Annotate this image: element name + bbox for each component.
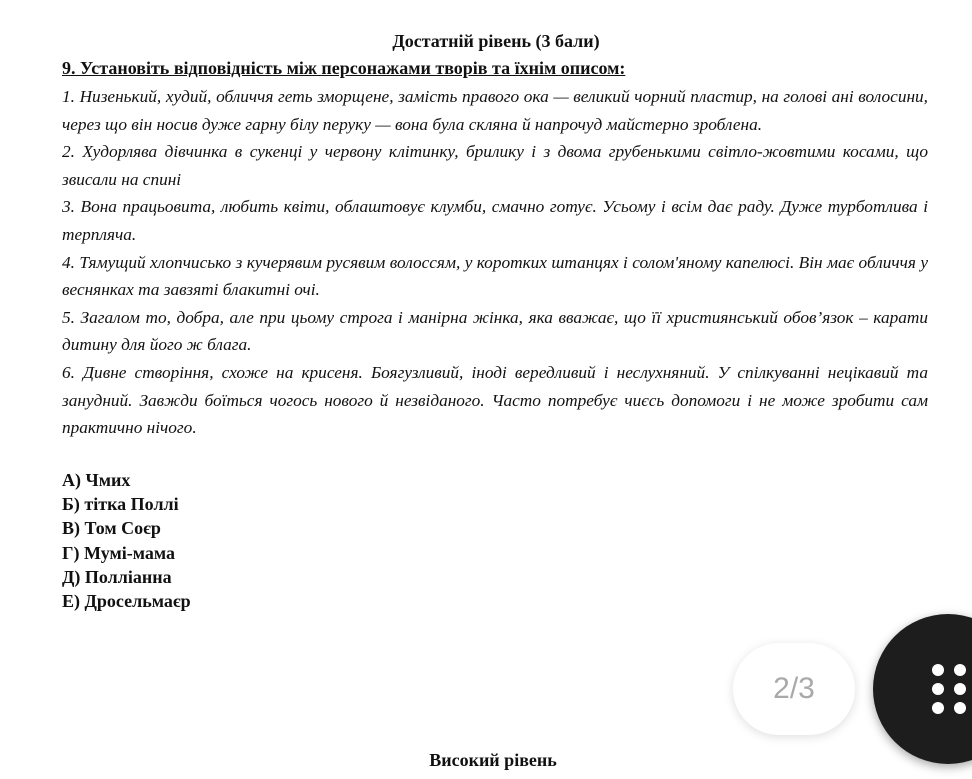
answer-option: Г) Мумі-мама — [62, 542, 175, 563]
answer-options — [62, 468, 191, 613]
description-item: 2. Худорлява дівчинка в сукенці у червону клітинку, брилику і з двома грубенькими світло-жовтими косами, що звисали на спині — [62, 142, 928, 189]
answer-option: Д) Полліанна — [62, 566, 172, 587]
menu-button[interactable] — [873, 614, 972, 764]
page-indicator: 2/3 — [733, 643, 855, 735]
description-item: 3. Вона працьовита, любить квіти, облаштовує клумби, смачно готує. Усьому і всім дає раду. Дуже турботлива і терпляча. — [62, 197, 928, 244]
description-item: 6. Дивне створіння, схоже на крисеня. Боягузливий, іноді вередливий і неслухняний. У спілкуванні нецікавий та занудний. Завжди боїться чогось нового й незвіданого. Часто потребує чиєсь допомоги і не може зробити сам практично нічого. — [62, 362, 928, 438]
answer-option: В) Том Соєр — [62, 518, 161, 539]
description-item: 4. Тямущий хлопчисько з кучерявим русявим волоссям, у коротких штанцях і солом'яному капелюсі. Він має обличчя у веснянках та завзяті блакитні очі. — [62, 252, 928, 300]
answer-option: Б) тітка Поллі — [62, 494, 179, 515]
answer-option: А) Чмих — [62, 470, 131, 490]
section-title: Достатній рівень (3 бали) — [392, 31, 600, 51]
next-section-title: Високий рівень — [429, 750, 557, 770]
character-descriptions — [62, 83, 928, 442]
answer-option: Е) Дросельмаєр — [62, 591, 191, 612]
dots-grid-icon — [931, 663, 967, 715]
question-heading: 9. Установіть відповідність між персонажами творів та їхнім описом: — [62, 58, 626, 78]
description-item: 1. Низенький, худий, обличчя геть зморщене, замість правого ока — великий чорний пластир, на голові ані волосини, через що він носив дуже гарну білу перуку — вона була скляна й напрочуд майстерно зроблена. — [62, 87, 928, 134]
description-item: 5. Загалом то, добра, але при цьому строга і манірна жінка, яка вважає, що її християнський обов’язок – карати дитину для його ж блага. — [62, 307, 928, 355]
